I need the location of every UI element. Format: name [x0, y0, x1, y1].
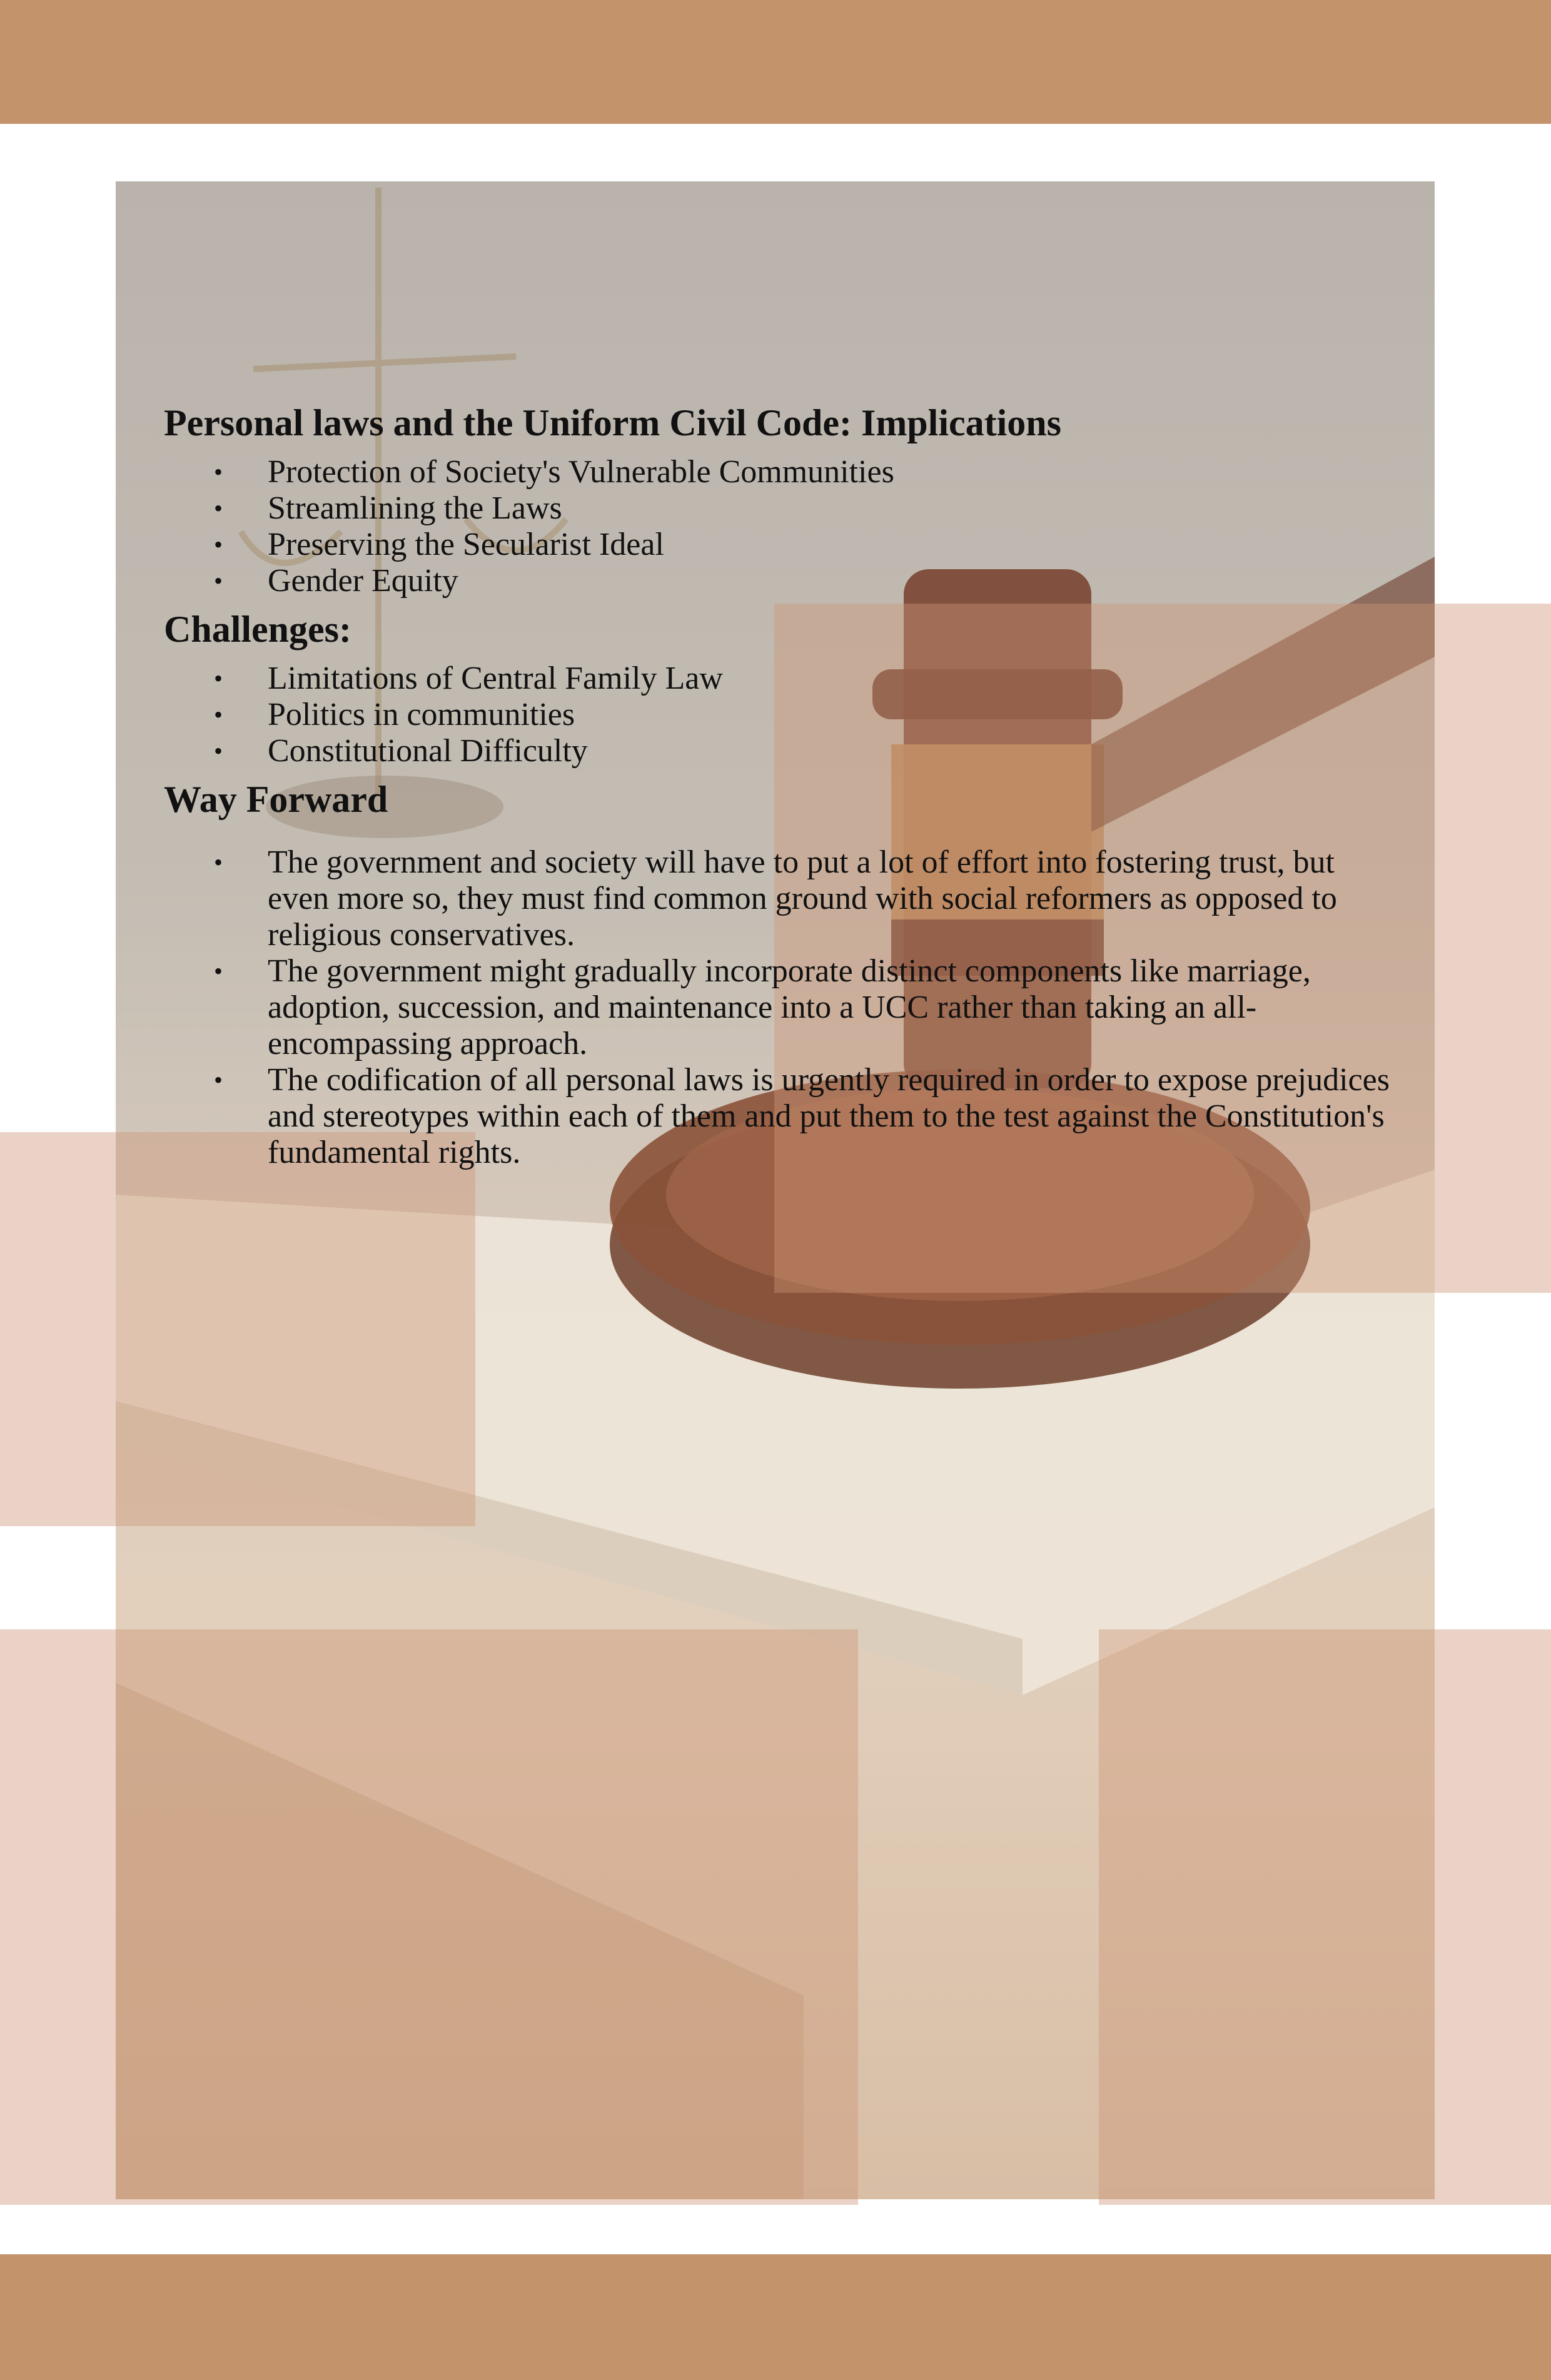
bullet-icon: • [214, 664, 223, 692]
bottom-color-band [0, 2254, 1551, 2380]
way-forward-list [164, 844, 1415, 1171]
implications-heading: Personal laws and the Uniform Civil Code: Implications [164, 402, 1062, 443]
list-item-text: Gender Equity [268, 563, 458, 599]
top-color-band [0, 0, 1551, 124]
list-item-text: Preserving the Secularist Ideal [268, 527, 664, 562]
list-item-text: Constitutional Difficulty [268, 733, 588, 769]
list-item-text: The codification of all personal laws is urgently required in order to expose prejudices and stereotypes within each of them and put them to the test against the Constitution's fundamental rights. [268, 1062, 1390, 1170]
list-item [164, 490, 1415, 527]
bullet-icon: • [214, 458, 223, 486]
list-item [164, 697, 1415, 733]
list-item [164, 844, 1415, 953]
implications-list [164, 454, 1415, 599]
bullet-icon: • [214, 494, 223, 522]
challenges-list [164, 661, 1415, 769]
list-item-text: Streamlining the Laws [268, 490, 562, 526]
bullet-icon: • [214, 1066, 223, 1094]
bullet-icon: • [214, 701, 223, 729]
list-item [164, 527, 1415, 563]
challenges-heading: Challenges: [164, 609, 351, 650]
bullet-icon: • [214, 957, 223, 985]
document-content [164, 400, 1415, 1171]
list-item [164, 454, 1415, 490]
list-item [164, 1062, 1415, 1171]
list-item-text: The government might gradually incorporate distinct components like marriage, adoption, succession, and maintenance into a UCC rather than taking an all-encompassing approach. [268, 953, 1311, 1061]
list-item-text: Limitations of Central Family Law [268, 661, 723, 696]
decorative-tint-block [1099, 1629, 1551, 2205]
bullet-icon: • [214, 530, 223, 559]
list-item [164, 733, 1415, 769]
list-item-text: The government and society will have to put a lot of effort into fostering trust, but even more so, they must find common ground with social reformers as opposed to religious conservatives. [268, 844, 1337, 953]
list-item [164, 563, 1415, 599]
bullet-icon: • [214, 567, 223, 595]
way-forward-heading: Way Forward [164, 779, 388, 820]
decorative-tint-block [0, 1629, 858, 2205]
bullet-icon: • [214, 848, 223, 876]
list-item [164, 953, 1415, 1062]
list-item [164, 661, 1415, 697]
list-item-text: Protection of Society's Vulnerable Communities [268, 454, 894, 490]
bullet-icon: • [214, 737, 223, 765]
decorative-tint-block [0, 1132, 475, 1526]
list-item-text: Politics in communities [268, 697, 575, 732]
